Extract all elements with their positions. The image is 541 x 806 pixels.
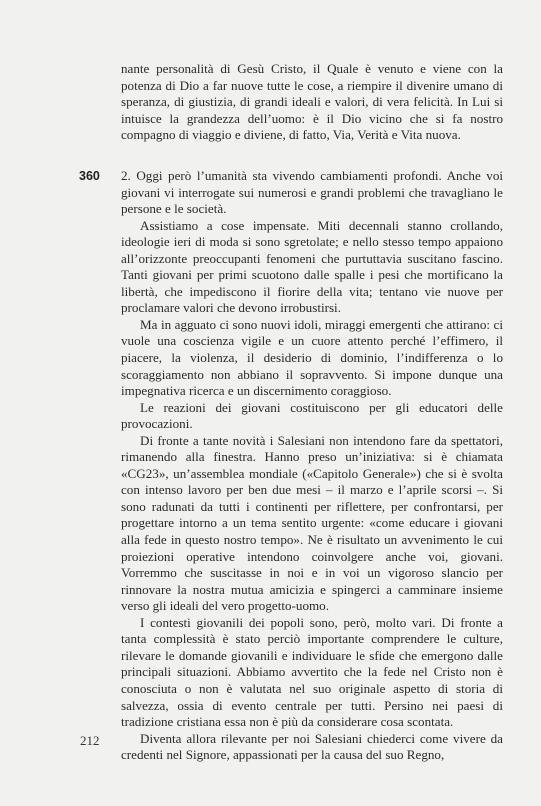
paragraph: 2. Oggi però l’umanità sta vivendo cambiamenti profondi. Anche voi giovani vi interrogate sui numerosi e grandi problemi che travagliano le persone e le società.	[121, 168, 503, 217]
paragraph: Ma in agguato ci sono nuovi idoli, miraggi emergenti che attirano: ci vuole una coscienza vigile e un cuore attento perché l’effimero, il piacere, la violenza, il desiderio di dominio, l’indifferenza o lo scoraggiamento non abbiano il sopravvento. Si impone dunque una impegnativa ricerca e un discernimento coraggioso.	[121, 316, 503, 399]
paragraph: I contesti giovanili dei popoli sono, però, molto vari. Di fronte a tanta complessità è stato perciò importante comprendere le culture, rilevare le domande giovanili e individuare le sfide che emergono dalle principali situazioni. Abbiamo avvertito che la fede nel Cristo non è conosciuta o non è valutata nel suo originale aspetto di storia di salvezza, ossia di evento centrale per tutti. Persino nei paesi di tradizione cristiana essa non è più da considerare cosa scontata.	[121, 614, 503, 730]
section-text	[121, 168, 503, 764]
paragraph: Le reazioni dei giovani costituiscono per gli educatori delle provocazioni.	[121, 399, 503, 432]
page-number: 212	[80, 733, 100, 748]
continuation-text	[121, 61, 503, 144]
continuation-paragraph: nante personalità di Gesù Cristo, il Quale è venuto e viene con la potenza di Dio a far nuove tutte le cose, a riempire il divenire umano di speranza, di giustizia, di grandi ideali e valori, di vera felicità. In Lui si intuisce la grandezza dell’uomo: è il Dio vicino che si fa nostro compagno di viaggio e diviene, di fatto, Via, Verità e Vita nuova.	[121, 61, 503, 143]
marginal-number: 360	[79, 169, 100, 183]
paragraph: Assistiamo a cose impensate. Miti decennali stanno crollando, ideologie ieri di moda si sono sgretolate; e nello stesso tempo appaiono all’orizzonte preoccupanti fenomeni che purtuttavia suscitano fascino. Tanti giovani per primi scuotono dalle spalle i pesi che mortificano la libertà, che impediscono il fiorire della vita; tentano vie nuove per proclamare valori che devono irrobustirsi.	[121, 217, 503, 316]
paragraph: Diventa allora rilevante per noi Salesiani chiederci come vivere da credenti nel Signore, appassionati per la causa del suo Regno,	[121, 730, 503, 763]
paragraph: Di fronte a tante novità i Salesiani non intendono fare da spettatori, rimanendo alla finestra. Hanno preso un’iniziativa: si è chiamata «CG23», un’assemblea mondiale («Capitolo Generale») che si è svolta con intenso lavoro per ben due mesi – il marzo e l’aprile scorsi –. Si sono radunati da tutti i continenti per riflettere, per confrontarsi, per progettare intorno a un tema sentito urgente: «come educare i giovani alla fede in questo nostro tempo». Ne è risultato un avvenimento le cui proiezioni operative intendono coinvolgere anche voi, giovani. Vorremmo che suscitasse in noi e in voi un vigoroso slancio per rinnovare la nostra mutua amicizia e spingerci a camminare insieme verso gli ideali del vero progetto-uomo.	[121, 432, 503, 614]
